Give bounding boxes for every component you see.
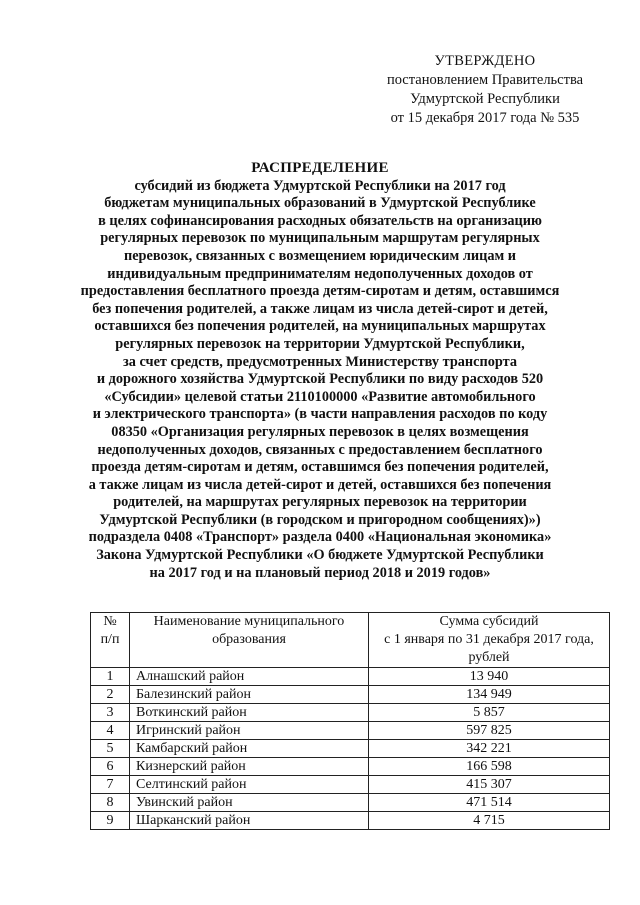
subtitle-line: перевозок, связанных с возмещением юридическим лицам и: [123, 247, 517, 264]
municipality-name: Алнашский район: [130, 668, 369, 686]
subtitle-line: подраздела 0408 «Транспорт» раздела 0400 «Национальная экономика»: [88, 529, 552, 546]
subsidy-sum: 166 598: [369, 758, 610, 776]
document-title-block: [70, 160, 570, 582]
subtitle-line: оставшихся без попечения родителей, на муниципальных маршрутах: [94, 318, 546, 335]
row-number: 4: [91, 722, 130, 740]
table-body: [91, 668, 610, 830]
subsidy-sum: 4 715: [369, 812, 610, 830]
table-row: [91, 758, 610, 776]
municipality-name: Шарканский район: [130, 812, 369, 830]
approval-date: от 15 декабря 2017 года № 535: [390, 110, 580, 126]
municipality-name: Селтинский район: [130, 776, 369, 794]
subtitle-line: и электрического транспорта» (в части направления расходов по коду: [92, 406, 548, 423]
subtitle-line: недополученных доходов, связанных с предоставлением бесплатного: [97, 441, 543, 458]
row-number: 7: [91, 776, 130, 794]
subtitle-line: и дорожного хозяйства Удмуртской Республики по виду расходов 520: [96, 371, 544, 388]
subtitle-line: Закона Удмуртской Республики «О бюджете Удмуртской Республики: [96, 547, 544, 564]
subsidy-sum: 5 857: [369, 704, 610, 722]
subsidy-sum: 342 221: [369, 740, 610, 758]
document-subtitle: [70, 178, 570, 583]
subtitle-line: без попечения родителей, а также лицам из числа детей-сирот и детей,: [92, 300, 548, 317]
subsidy-sum: 471 514: [369, 794, 610, 812]
subsidy-table: [90, 612, 610, 830]
column-header-number: № п/п: [91, 613, 130, 668]
subtitle-line: регулярных перевозок на территории Удмуртской Республики,: [115, 335, 525, 352]
subtitle-line: регулярных перевозок по муниципальным маршрутам регулярных: [100, 230, 540, 247]
municipality-name: Увинский район: [130, 794, 369, 812]
subsidy-sum: 13 940: [369, 668, 610, 686]
table-row: [91, 812, 610, 830]
municipality-name: Игринский район: [130, 722, 369, 740]
row-number: 9: [91, 812, 130, 830]
municipality-name: Камбарский район: [130, 740, 369, 758]
row-number: 8: [91, 794, 130, 812]
subtitle-line: в целях софинансирования расходных обязательств на организацию: [98, 212, 542, 229]
table-header-row: [91, 613, 610, 668]
subtitle-line: Удмуртской Республики (в городском и пригородном сообщениях)»): [99, 511, 541, 528]
row-number: 6: [91, 758, 130, 776]
subtitle-line: за счет средств, предусмотренных Министерству транспорта: [122, 353, 518, 370]
document-heading: РАСПРЕДЕЛЕНИЕ: [251, 160, 389, 176]
table-row: [91, 776, 610, 794]
row-number: 3: [91, 704, 130, 722]
subtitle-line: предоставления бесплатного проезда детям-сиротам и детям, оставшимся: [80, 283, 560, 300]
subtitle-line: «Субсидии» целевой статьи 2110100000 «Развитие автомобильного: [104, 388, 536, 405]
subsidy-sum: 134 949: [369, 686, 610, 704]
table-row: [91, 686, 610, 704]
row-number: 2: [91, 686, 130, 704]
row-number: 1: [91, 668, 130, 686]
subtitle-line: субсидий из бюджета Удмуртской Республики на 2017 год: [134, 177, 506, 194]
approval-line: постановлением Правительства: [386, 72, 584, 88]
table-row: [91, 668, 610, 686]
subtitle-line: на 2017 год и на плановый период 2018 и 2019 годов»: [149, 564, 491, 581]
column-header-sum: Сумма субсидий с 1 января по 31 декабря 2017 года, рублей: [369, 613, 610, 668]
table-row: [91, 740, 610, 758]
subtitle-line: родителей, на маршрутах регулярных перевозок на территории: [113, 494, 527, 511]
approval-line: Удмуртской Республики: [410, 91, 560, 107]
subtitle-line: проезда детям-сиротам и детям, оставшимся без попечения родителей,: [91, 459, 549, 476]
approval-stamp: [360, 52, 610, 128]
subsidy-sum: 415 307: [369, 776, 610, 794]
subtitle-line: а также лицам из числа детей-сирот и детей, оставшихся без попечения: [88, 476, 552, 493]
subtitle-line: 08350 «Организация регулярных перевозок в целях возмещения: [111, 423, 529, 440]
subsidy-sum: 597 825: [369, 722, 610, 740]
approval-heading: УТВЕРЖДЕНО: [434, 53, 536, 69]
row-number: 5: [91, 740, 130, 758]
municipality-name: Кизнерский район: [130, 758, 369, 776]
table-row: [91, 794, 610, 812]
municipality-name: Воткинский район: [130, 704, 369, 722]
column-header-municipality: Наименование муниципального образования: [130, 613, 369, 668]
table-row: [91, 704, 610, 722]
subtitle-line: бюджетам муниципальных образований в Удмуртской Республике: [104, 195, 536, 212]
subtitle-line: индивидуальным предпринимателям недополученных доходов от: [107, 265, 533, 282]
municipality-name: Балезинский район: [130, 686, 369, 704]
table-row: [91, 722, 610, 740]
